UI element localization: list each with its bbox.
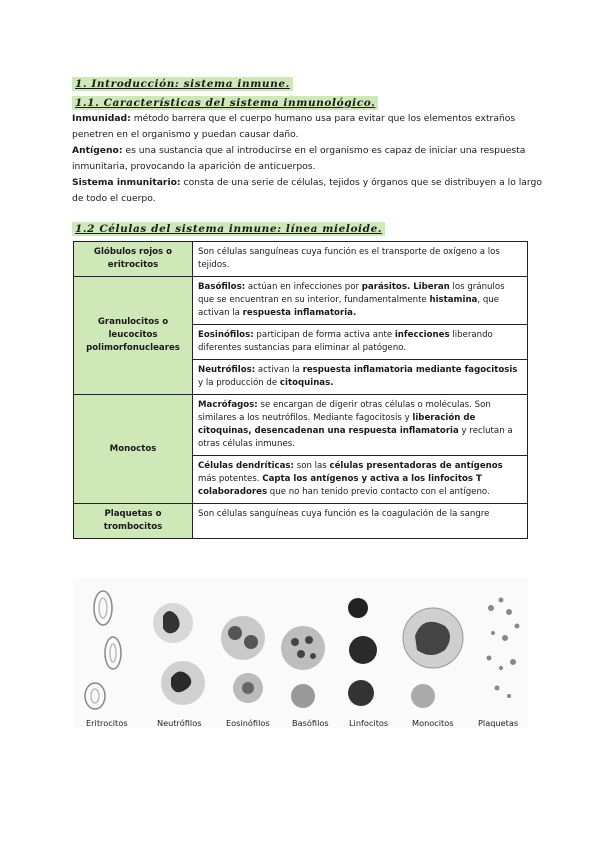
definition-antigeno <box>72 143 542 174</box>
neutrofilos-image <box>153 603 205 705</box>
term-macrofagos: Macrófagos: <box>198 400 258 410</box>
bold-basofilos-2: histamina <box>429 295 478 305</box>
monocitos-image <box>403 608 463 708</box>
cell-macrofagos <box>193 395 528 456</box>
table-row <box>74 395 528 456</box>
text-eosinofilos-1: participan de forma activa ante <box>253 330 395 340</box>
text-dendriticas-2: más potentes. <box>198 474 263 484</box>
bold-macrofagos-1: liberación de citoquinas, desencadenan una respuesta inflamatoria <box>198 413 476 436</box>
caption-monocitos: Monocitos <box>412 718 454 728</box>
cell-neutrofilos <box>193 360 528 395</box>
caption-eritrocitos: Eritrocitos <box>86 718 128 728</box>
blood-cells-illustration <box>73 578 528 718</box>
term-sistema-inmunitario: Sistema inmunitario: <box>72 177 181 188</box>
text-neutrofilos-1: activan la <box>255 365 303 375</box>
heading-celulas-mieloide: 1.2 Células del sistema inmune: línea mieloide. <box>72 222 385 236</box>
bold-neutrofilos-2: citoquinas. <box>279 378 334 388</box>
term-eosinofilos: Eosinófilos: <box>198 330 254 340</box>
caption-neutrofilos: Neutrófilos <box>157 718 202 728</box>
cell-text-plaquetas: Son células sanguíneas cuya función es la coagulación de la sangre <box>193 504 528 539</box>
bold-basofilos-3: respuesta inflamatoria. <box>242 308 357 318</box>
heading-introduccion: 1. Introducción: sistema inmune. <box>72 77 293 91</box>
basofilos-image <box>281 626 325 708</box>
text-neutrofilos-2: y la producción de <box>198 378 280 388</box>
cell-dendriticas <box>193 456 528 504</box>
term-neutrofilos: Neutrófilos: <box>198 365 256 375</box>
caption-linfocitos: Linfocitos <box>349 718 389 728</box>
text-macrofagos-1: se encargan de digerir otras células o moléculas. Son similares a los neutrófilos. Mediante fagocitosis y <box>198 400 491 423</box>
text-basofilos-2: los gránulos que se encuentran en su interior, fundamentalmente <box>198 282 505 305</box>
bold-eosinofilos-1: infecciones <box>394 330 450 340</box>
text-sistema-inmunitario: consta de una serie de células, tejidos y órganos que se distribuyen a lo largo de todo el cuerpo. <box>72 177 542 204</box>
eritrocitos-image <box>85 591 121 709</box>
cell-label-globulos: Glóbulos rojos o eritrocitos <box>74 242 193 277</box>
table-row <box>74 242 528 277</box>
cell-eosinofilos <box>193 325 528 360</box>
caption-plaquetas: Plaquetas <box>478 718 519 728</box>
caption-eosinofilos: Eosinófilos <box>226 718 270 728</box>
definition-sistema-inmunitario <box>72 175 542 206</box>
bold-basofilos-1: parásitos. Liberan <box>361 282 450 292</box>
bold-dendriticas-2: Capta los antígenos y activa a los linfocitos T colaboradores <box>198 474 482 497</box>
eosinofilos-image <box>221 616 265 703</box>
term-antigeno: Antígeno: <box>72 145 123 156</box>
heading-caracteristicas: 1.1. Características del sistema inmunológico. <box>72 96 378 110</box>
blood-cells-figure <box>73 578 528 728</box>
text-basofilos-1: actúan en infecciones por <box>245 282 362 292</box>
text-basofilos-3: , que activan la <box>198 295 500 318</box>
term-basofilos: Basófilos: <box>198 282 246 292</box>
text-dendriticas-3: que no han tenido previo contacto con el antígeno. <box>267 487 490 497</box>
term-inmunidad: Inmunidad: <box>72 113 131 124</box>
plaquetas-image <box>487 598 520 699</box>
text-macrofagos-2: y reclutan a otras células inmunes. <box>198 426 513 449</box>
cell-label-granulocitos: Granulocitos o leucocitos polimorfonucleares <box>74 277 193 395</box>
cell-label-monocitos: Monoctos <box>74 395 193 504</box>
bold-dendriticas-1: células presentadoras de antígenos <box>329 461 503 471</box>
linfocitos-image <box>348 598 377 706</box>
text-inmunidad: método barrera que el cuerpo humano usa para evitar que los elementos extraños penetren en el organismo y puedan causar daño. <box>72 113 516 140</box>
table-row <box>74 277 528 325</box>
text-antigeno: es una sustancia que al introducirse en el organismo es capaz de iniciar una respuesta inmunitaria, provocando la aparición de anticuerpos. <box>72 145 526 172</box>
cell-basofilos <box>193 277 528 325</box>
term-dendriticas: Células dendríticas: <box>198 461 294 471</box>
cell-text-globulos: Son células sanguíneas cuya función es el transporte de oxígeno a los tejidos. <box>193 242 528 277</box>
definition-inmunidad <box>72 111 542 142</box>
table-row <box>74 504 528 539</box>
cells-table <box>73 241 528 539</box>
caption-basofilos: Basófilos <box>292 718 329 728</box>
text-dendriticas-1: son las <box>293 461 330 471</box>
cell-label-plaquetas: Plaquetas o trombocitos <box>74 504 193 539</box>
text-eosinofilos-2: liberando diferentes sustancias para eliminar al patógeno. <box>198 330 493 353</box>
bold-neutrofilos-1: respuesta inflamatoria mediante fagocitosis <box>302 365 518 375</box>
